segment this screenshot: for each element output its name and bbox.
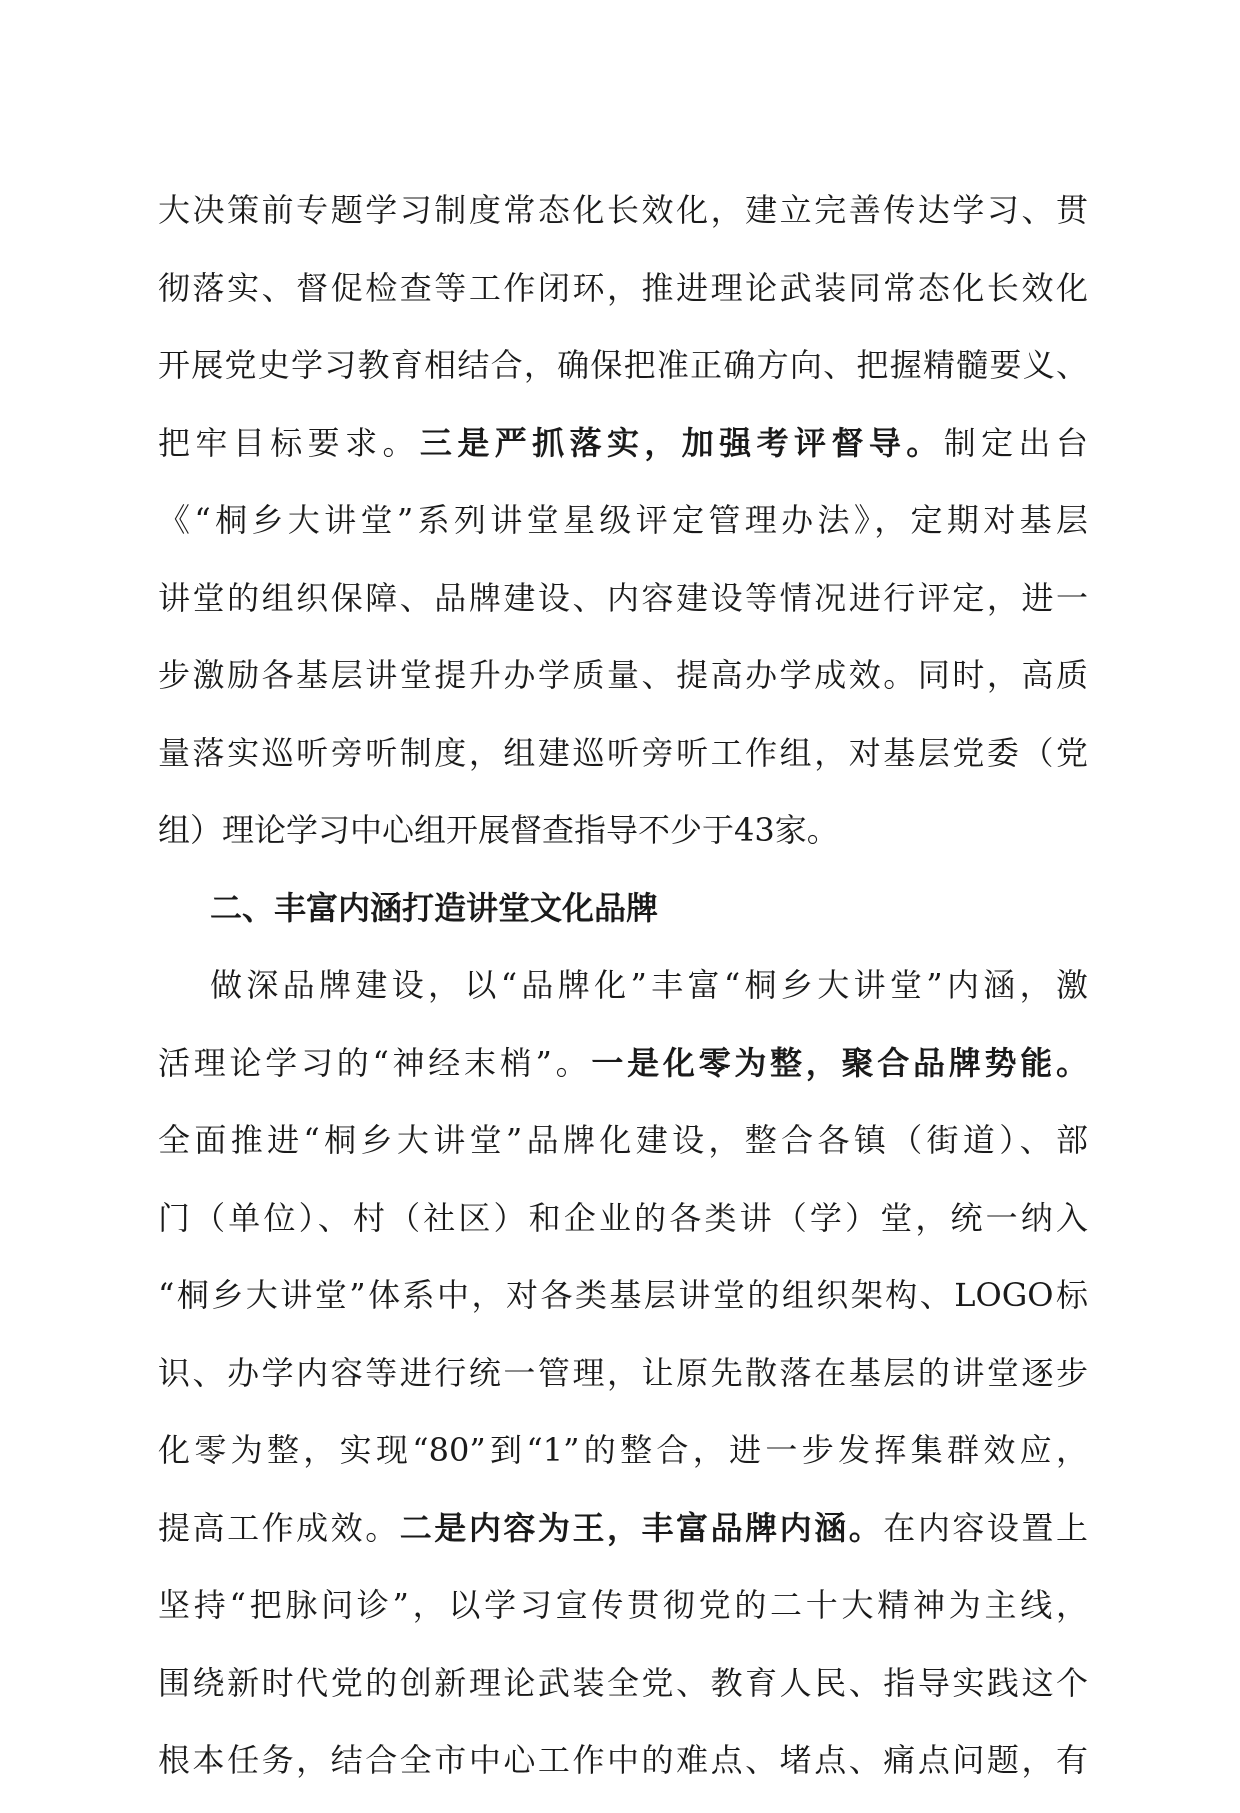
text-line	[158, 805, 1088, 883]
text-line	[158, 573, 1088, 651]
bold-phrase: 三是严抓落实，加强考评督导。	[419, 423, 944, 462]
text-segment: 开展党史学习教育相结合，确保把准正确方向、把握精髓要义、	[158, 346, 1088, 384]
bold-phrase: 二、丰富内涵打造讲堂文化品牌	[210, 888, 659, 927]
text-segment: 组）理论学习中心组开展督查指导不少于43家。	[158, 811, 839, 849]
text-segment: 根本任务，结合全市中心工作中的难点、堵点、痛点问题，有	[158, 1741, 1088, 1779]
text-line	[158, 340, 1088, 418]
text-line	[158, 1503, 1088, 1581]
bold-phrase: 一是化零为整，聚合品牌势能。	[591, 1043, 1088, 1082]
text-line	[158, 1425, 1088, 1503]
text-segment: “桐乡大讲堂”体系中，对各类基层讲堂的组织架构、LOGO标	[158, 1276, 1088, 1314]
text-segment: 做深品牌建设，以“品牌化”丰富“桐乡大讲堂”内涵，激	[210, 966, 1088, 1004]
text-line	[158, 185, 1088, 263]
text-segment: 活理论学习的“神经末梢”。	[158, 1043, 592, 1082]
text-segment: 量落实巡听旁听制度，组建巡听旁听工作组，对基层党委（党	[158, 733, 1088, 772]
text-segment: 大决策前专题学习制度常态化长效化，建立完善传达学习、贯	[158, 191, 1088, 229]
text-segment: 围绕新时代党的创新理论武装全党、教育人民、指导实践这个	[158, 1663, 1088, 1702]
text-segment: 在内容设置上	[883, 1508, 1088, 1547]
text-line	[158, 1348, 1088, 1426]
text-segment: 化零为整，实现“80”到“1”的整合，进一步发挥集群效应，	[158, 1431, 1088, 1469]
text-segment: 步激励各基层讲堂提升办学质量、提高办学成效。同时，高质	[158, 656, 1088, 694]
text-line	[158, 418, 1088, 496]
text-line	[158, 1038, 1088, 1116]
text-segment: 门（单位）、村（社区）和企业的各类讲（学）堂，统一纳入	[158, 1198, 1088, 1237]
text-segment: 彻落实、督促检查等工作闭环，推进理论武装同常态化长效化	[158, 268, 1088, 307]
text-line	[158, 1580, 1088, 1658]
text-line	[158, 495, 1088, 573]
text-line	[158, 1658, 1088, 1736]
text-segment: 坚持“把脉问诊”，以学习宣传贯彻党的二十大精神为主线，	[158, 1586, 1088, 1624]
text-line	[158, 960, 1088, 1038]
section-heading	[158, 883, 1088, 961]
text-segment: 全面推进“桐乡大讲堂”品牌化建设，整合各镇（街道）、部	[158, 1121, 1088, 1159]
text-segment: 识、办学内容等进行统一管理，让原先散落在基层的讲堂逐步	[158, 1353, 1088, 1392]
text-line	[158, 263, 1088, 341]
text-line	[158, 1193, 1088, 1271]
text-segment: 讲堂的组织保障、品牌建设、内容建设等情况进行评定，进一	[158, 578, 1088, 617]
text-line	[158, 728, 1088, 806]
text-line	[158, 1735, 1088, 1813]
text-line	[158, 1270, 1088, 1348]
bold-phrase: 二是内容为王，丰富品牌内涵。	[399, 1508, 884, 1547]
text-line	[158, 650, 1088, 728]
text-segment: 《“桐乡大讲堂”系列讲堂星级评定管理办法》，定期对基层	[158, 501, 1088, 539]
text-segment: 制定出台	[943, 423, 1088, 462]
text-segment: 提高工作成效。	[158, 1508, 400, 1547]
document-body	[158, 185, 1088, 1813]
text-segment: 把牢目标要求。	[158, 423, 420, 462]
text-line	[158, 1115, 1088, 1193]
